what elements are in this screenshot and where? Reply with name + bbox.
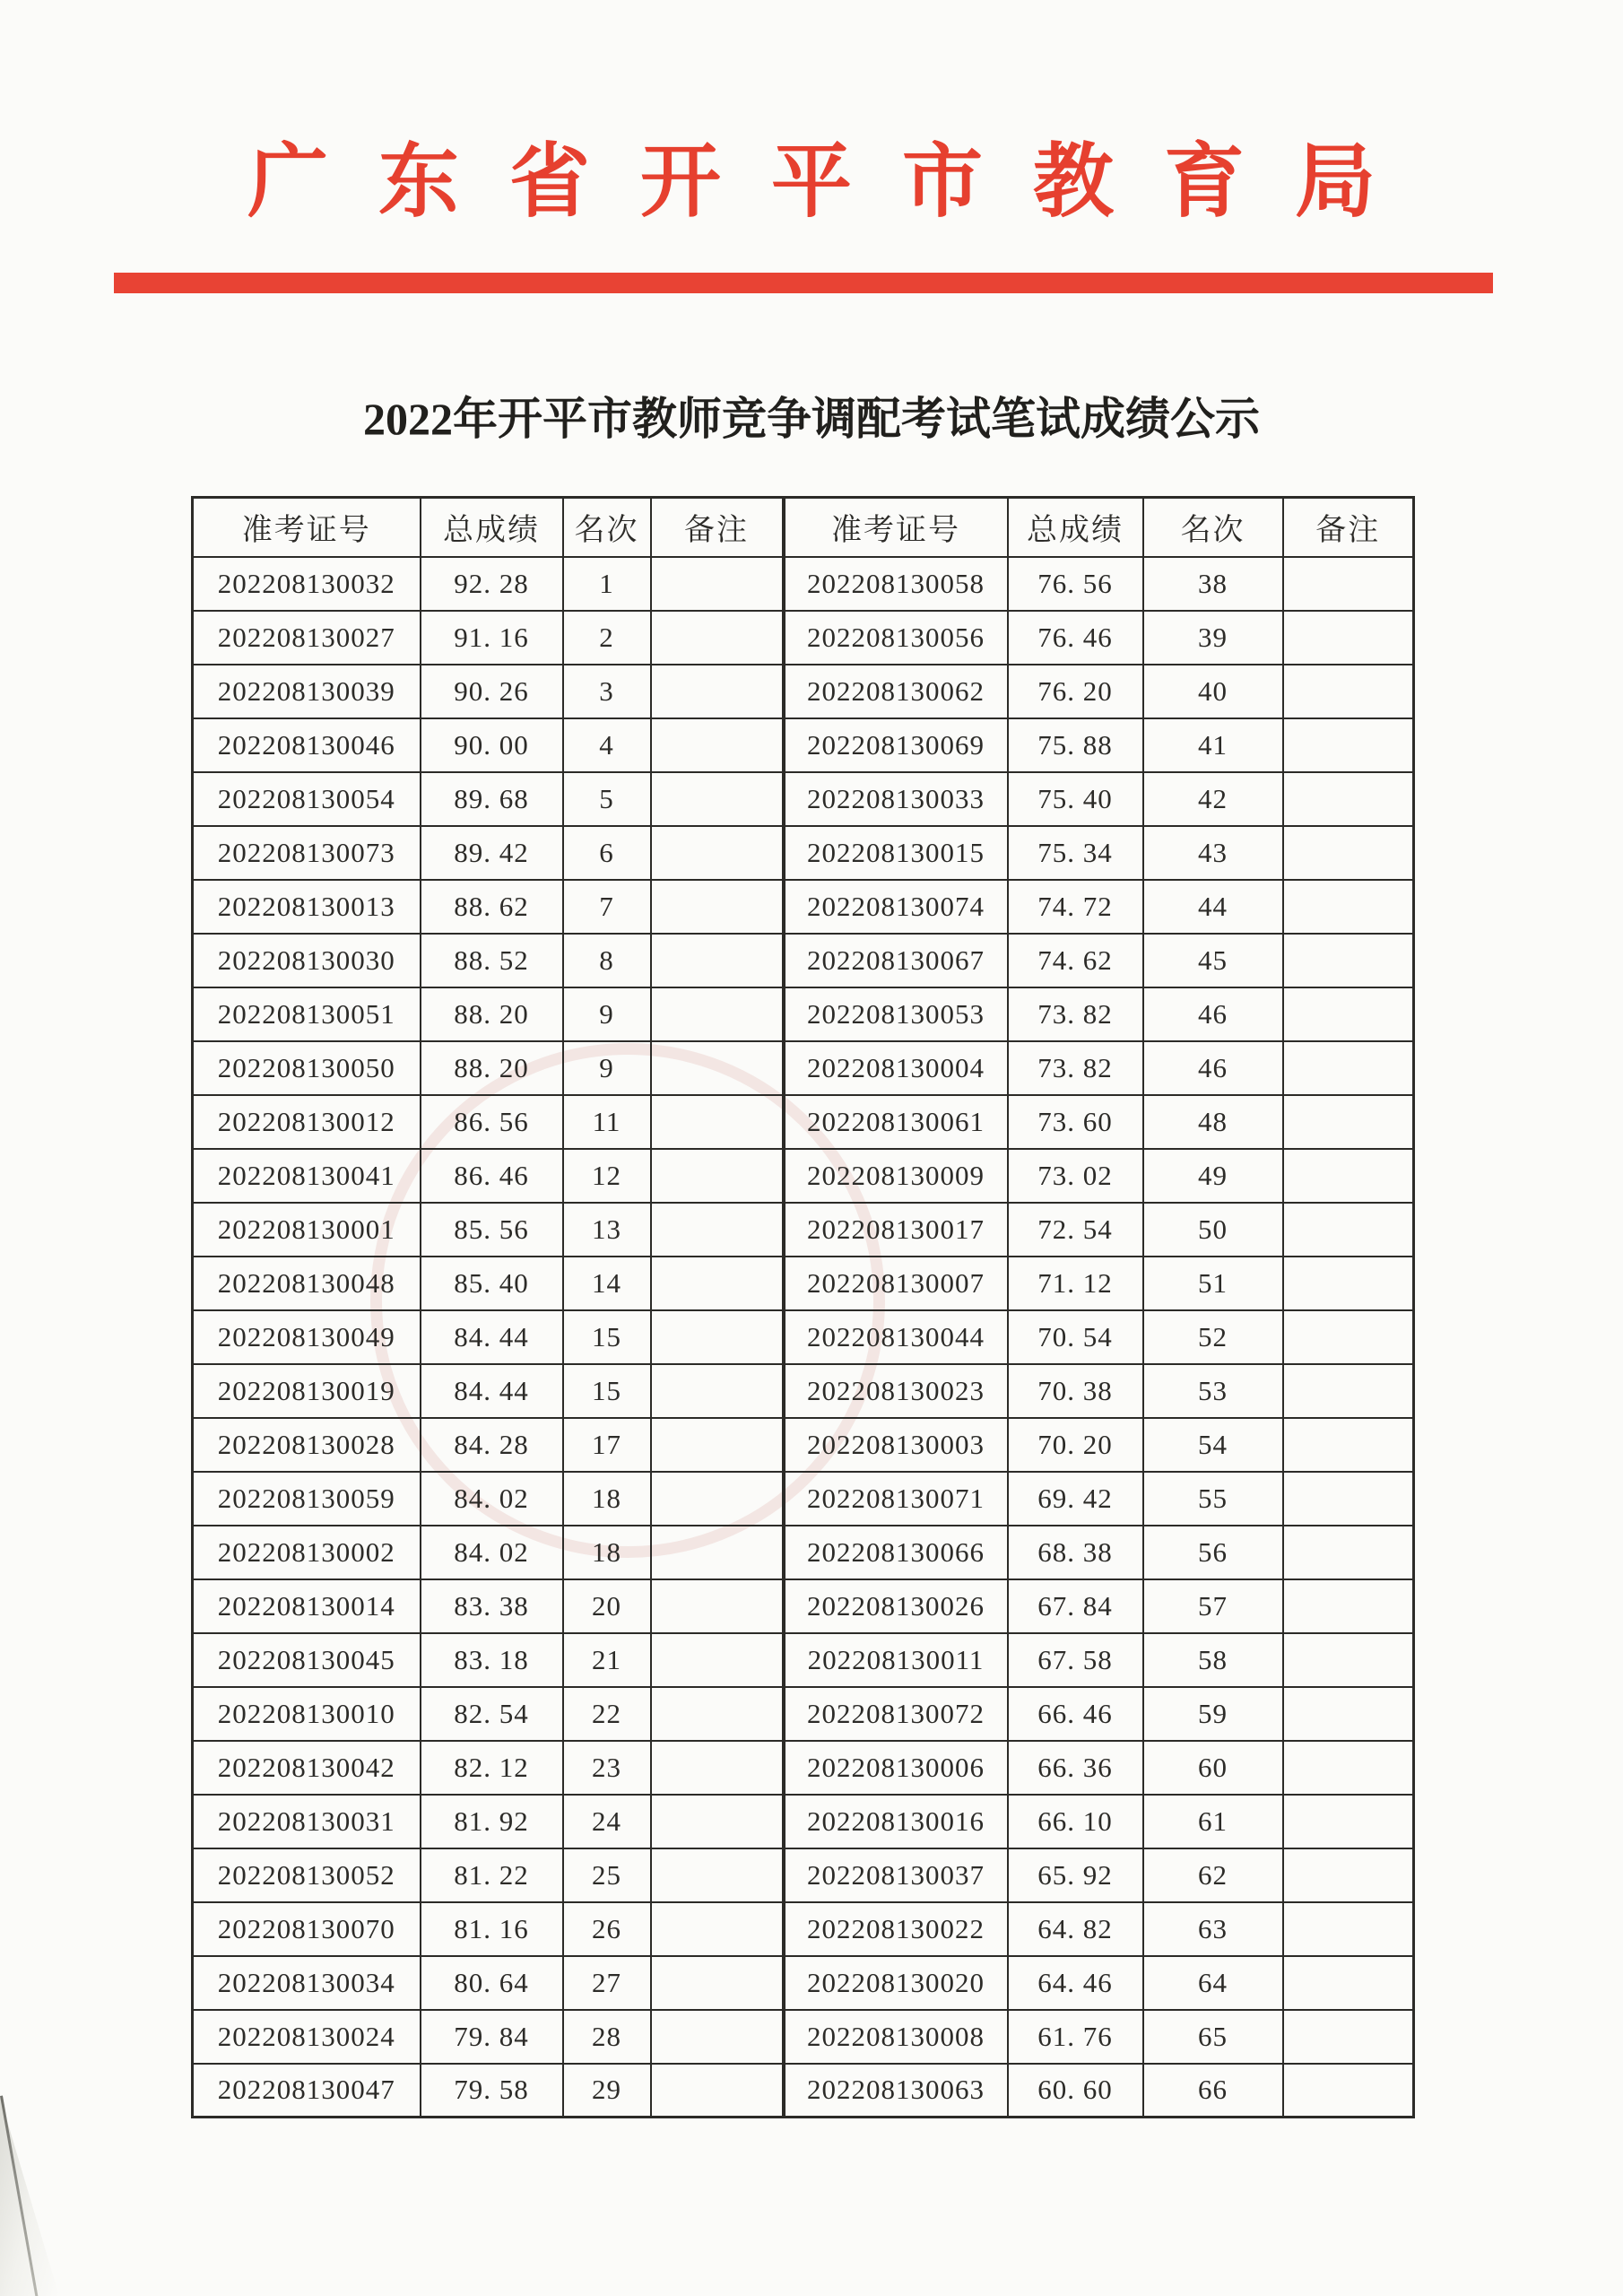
score-cell: 75. 40	[1008, 772, 1143, 826]
remark-cell	[1283, 987, 1414, 1041]
exam-id-cell: 202208130003	[784, 1418, 1008, 1472]
rank-cell: 4	[563, 718, 651, 772]
score-cell: 91. 16	[421, 611, 563, 665]
score-cell: 92. 28	[421, 557, 563, 611]
table-row	[193, 611, 1414, 665]
exam-id-cell: 202208130027	[193, 611, 421, 665]
score-cell: 90. 00	[421, 718, 563, 772]
remark-cell	[651, 934, 784, 987]
rank-cell: 42	[1143, 772, 1283, 826]
remark-cell	[1283, 1095, 1414, 1149]
rank-cell: 25	[563, 1848, 651, 1902]
header-divider-line	[114, 273, 1493, 293]
rank-cell: 62	[1143, 1848, 1283, 1902]
table-row	[193, 1418, 1414, 1472]
remark-cell	[1283, 718, 1414, 772]
rank-cell: 27	[563, 1956, 651, 2010]
score-cell: 73. 82	[1008, 987, 1143, 1041]
exam-id-cell: 202208130026	[784, 1579, 1008, 1633]
table-row	[193, 934, 1414, 987]
score-cell: 84. 02	[421, 1526, 563, 1579]
table-row	[193, 1472, 1414, 1526]
table-row	[193, 1956, 1414, 2010]
score-cell: 79. 58	[421, 2064, 563, 2118]
exam-id-cell: 202208130050	[193, 1041, 421, 1095]
rank-cell: 24	[563, 1795, 651, 1848]
rank-cell: 39	[1143, 611, 1283, 665]
remark-cell	[651, 718, 784, 772]
score-cell: 85. 40	[421, 1257, 563, 1310]
exam-id-cell: 202208130024	[193, 2010, 421, 2064]
remark-cell	[651, 826, 784, 880]
remark-cell	[1283, 772, 1414, 826]
exam-id-cell: 202208130015	[784, 826, 1008, 880]
exam-id-cell: 202208130016	[784, 1795, 1008, 1848]
remark-cell	[651, 1095, 784, 1149]
score-cell: 70. 54	[1008, 1310, 1143, 1364]
exam-id-cell: 202208130048	[193, 1257, 421, 1310]
table-row	[193, 665, 1414, 718]
rank-cell: 56	[1143, 1526, 1283, 1579]
col-header-rank: 名次	[563, 498, 651, 557]
rank-cell: 15	[563, 1310, 651, 1364]
remark-cell	[1283, 557, 1414, 611]
rank-cell: 66	[1143, 2064, 1283, 2118]
remark-cell	[651, 1203, 784, 1257]
exam-id-cell: 202208130069	[784, 718, 1008, 772]
remark-cell	[1283, 1203, 1414, 1257]
col-header-exam-id-right: 准考证号	[784, 498, 1008, 557]
remark-cell	[1283, 1633, 1414, 1687]
rank-cell: 6	[563, 826, 651, 880]
col-header-exam-id: 准考证号	[193, 498, 421, 557]
score-cell: 88. 52	[421, 934, 563, 987]
table-row	[193, 1902, 1414, 1956]
table-row	[193, 2010, 1414, 2064]
score-cell: 76. 46	[1008, 611, 1143, 665]
rank-cell: 3	[563, 665, 651, 718]
score-cell: 69. 42	[1008, 1472, 1143, 1526]
score-cell: 88. 20	[421, 1041, 563, 1095]
score-cell: 70. 20	[1008, 1418, 1143, 1472]
rank-cell: 49	[1143, 1149, 1283, 1203]
remark-cell	[651, 1795, 784, 1848]
score-cell: 84. 28	[421, 1418, 563, 1472]
rank-cell: 58	[1143, 1633, 1283, 1687]
table-row	[193, 1848, 1414, 1902]
exam-id-cell: 202208130004	[784, 1041, 1008, 1095]
exam-id-cell: 202208130070	[193, 1902, 421, 1956]
exam-id-cell: 202208130044	[784, 1310, 1008, 1364]
remark-cell	[1283, 1848, 1414, 1902]
rank-cell: 7	[563, 880, 651, 934]
rank-cell: 43	[1143, 826, 1283, 880]
score-cell: 83. 18	[421, 1633, 563, 1687]
remark-cell	[1283, 1472, 1414, 1526]
exam-id-cell: 202208130002	[193, 1526, 421, 1579]
rank-cell: 26	[563, 1902, 651, 1956]
remark-cell	[1283, 880, 1414, 934]
remark-cell	[1283, 1041, 1414, 1095]
remark-cell	[651, 1526, 784, 1579]
table-row	[193, 1041, 1414, 1095]
score-cell: 82. 12	[421, 1741, 563, 1795]
rank-cell: 28	[563, 2010, 651, 2064]
score-cell: 86. 56	[421, 1095, 563, 1149]
rank-cell: 8	[563, 934, 651, 987]
col-header-total-score: 总成绩	[421, 498, 563, 557]
score-cell: 61. 76	[1008, 2010, 1143, 2064]
exam-id-cell: 202208130006	[784, 1741, 1008, 1795]
table-row	[193, 1364, 1414, 1418]
remark-cell	[1283, 1310, 1414, 1364]
exam-id-cell: 202208130012	[193, 1095, 421, 1149]
rank-cell: 9	[563, 1041, 651, 1095]
score-cell: 89. 42	[421, 826, 563, 880]
score-cell: 90. 26	[421, 665, 563, 718]
rank-cell: 50	[1143, 1203, 1283, 1257]
remark-cell	[651, 1149, 784, 1203]
col-header-total-score-right: 总成绩	[1008, 498, 1143, 557]
exam-id-cell: 202208130045	[193, 1633, 421, 1687]
rank-cell: 18	[563, 1526, 651, 1579]
exam-id-cell: 202208130014	[193, 1579, 421, 1633]
table-row	[193, 718, 1414, 772]
table-row	[193, 880, 1414, 934]
rank-cell: 22	[563, 1687, 651, 1741]
remark-cell	[651, 665, 784, 718]
rank-cell: 44	[1143, 880, 1283, 934]
rank-cell: 14	[563, 1257, 651, 1310]
exam-id-cell: 202208130034	[193, 1956, 421, 2010]
rank-cell: 60	[1143, 1741, 1283, 1795]
score-cell: 79. 84	[421, 2010, 563, 2064]
exam-id-cell: 202208130033	[784, 772, 1008, 826]
table-row	[193, 557, 1414, 611]
remark-cell	[1283, 1741, 1414, 1795]
remark-cell	[1283, 934, 1414, 987]
remark-cell	[1283, 826, 1414, 880]
exam-id-cell: 202208130056	[784, 611, 1008, 665]
remark-cell	[651, 1364, 784, 1418]
remark-cell	[1283, 1418, 1414, 1472]
exam-id-cell: 202208130011	[784, 1633, 1008, 1687]
score-cell: 84. 44	[421, 1364, 563, 1418]
table-row	[193, 987, 1414, 1041]
table-row	[193, 1741, 1414, 1795]
remark-cell	[651, 1687, 784, 1741]
score-cell: 83. 38	[421, 1579, 563, 1633]
remark-cell	[651, 1310, 784, 1364]
exam-id-cell: 202208130009	[784, 1149, 1008, 1203]
table-row	[193, 1526, 1414, 1579]
rank-cell: 29	[563, 2064, 651, 2118]
exam-id-cell: 202208130058	[784, 557, 1008, 611]
rank-cell: 59	[1143, 1687, 1283, 1741]
remark-cell	[651, 1418, 784, 1472]
table-row	[193, 826, 1414, 880]
score-cell: 73. 02	[1008, 1149, 1143, 1203]
remark-cell	[651, 1041, 784, 1095]
exam-id-cell: 202208130046	[193, 718, 421, 772]
score-cell: 88. 20	[421, 987, 563, 1041]
rank-cell: 45	[1143, 934, 1283, 987]
remark-cell	[651, 557, 784, 611]
exam-id-cell: 202208130007	[784, 1257, 1008, 1310]
rank-cell: 38	[1143, 557, 1283, 611]
score-cell: 71. 12	[1008, 1257, 1143, 1310]
remark-cell	[651, 1633, 784, 1687]
rank-cell: 17	[563, 1418, 651, 1472]
score-cell: 76. 56	[1008, 557, 1143, 611]
table-row	[193, 1257, 1414, 1310]
score-cell: 70. 38	[1008, 1364, 1143, 1418]
remark-cell	[651, 611, 784, 665]
remark-cell	[651, 1902, 784, 1956]
remark-cell	[651, 772, 784, 826]
remark-cell	[1283, 1149, 1414, 1203]
table-row	[193, 1579, 1414, 1633]
rank-cell: 18	[563, 1472, 651, 1526]
exam-id-cell: 202208130074	[784, 880, 1008, 934]
table-row	[193, 2064, 1414, 2118]
exam-id-cell: 202208130051	[193, 987, 421, 1041]
remark-cell	[651, 1741, 784, 1795]
exam-id-cell: 202208130019	[193, 1364, 421, 1418]
score-cell: 84. 02	[421, 1472, 563, 1526]
score-cell: 66. 36	[1008, 1741, 1143, 1795]
table-header-row	[193, 498, 1414, 557]
remark-cell	[651, 1472, 784, 1526]
remark-cell	[1283, 665, 1414, 718]
score-cell: 64. 82	[1008, 1902, 1143, 1956]
rank-cell: 46	[1143, 1041, 1283, 1095]
col-header-remarks-right: 备注	[1283, 498, 1414, 557]
exam-id-cell: 202208130067	[784, 934, 1008, 987]
exam-id-cell: 202208130061	[784, 1095, 1008, 1149]
remark-cell	[1283, 1795, 1414, 1848]
rank-cell: 13	[563, 1203, 651, 1257]
rank-cell: 65	[1143, 2010, 1283, 2064]
table-row	[193, 1310, 1414, 1364]
col-header-remarks: 备注	[651, 498, 784, 557]
rank-cell: 48	[1143, 1095, 1283, 1149]
score-cell: 75. 34	[1008, 826, 1143, 880]
score-cell: 80. 64	[421, 1956, 563, 2010]
score-cell: 76. 20	[1008, 665, 1143, 718]
page-title: 2022年开平市教师竞争调配考试笔试成绩公示	[363, 394, 1260, 444]
exam-id-cell: 202208130017	[784, 1203, 1008, 1257]
rank-cell: 9	[563, 987, 651, 1041]
score-cell: 74. 72	[1008, 880, 1143, 934]
exam-id-cell: 202208130071	[784, 1472, 1008, 1526]
table-row	[193, 1149, 1414, 1203]
exam-id-cell: 202208130063	[784, 2064, 1008, 2118]
remark-cell	[1283, 1526, 1414, 1579]
rank-cell: 53	[1143, 1364, 1283, 1418]
remark-cell	[651, 1579, 784, 1633]
rank-cell: 52	[1143, 1310, 1283, 1364]
rank-cell: 64	[1143, 1956, 1283, 2010]
score-cell: 60. 60	[1008, 2064, 1143, 2118]
remark-cell	[1283, 2064, 1414, 2118]
score-cell: 84. 44	[421, 1310, 563, 1364]
exam-id-cell: 202208130041	[193, 1149, 421, 1203]
table-row	[193, 1795, 1414, 1848]
remark-cell	[1283, 1687, 1414, 1741]
exam-id-cell: 202208130047	[193, 2064, 421, 2118]
results-table	[191, 496, 1415, 2118]
exam-id-cell: 202208130013	[193, 880, 421, 934]
remark-cell	[651, 2064, 784, 2118]
score-cell: 75. 88	[1008, 718, 1143, 772]
exam-id-cell: 202208130020	[784, 1956, 1008, 2010]
exam-id-cell: 202208130022	[784, 1902, 1008, 1956]
score-cell: 67. 84	[1008, 1579, 1143, 1633]
exam-id-cell: 202208130008	[784, 2010, 1008, 2064]
table-row	[193, 1633, 1414, 1687]
score-cell: 81. 92	[421, 1795, 563, 1848]
exam-id-cell: 202208130049	[193, 1310, 421, 1364]
remark-cell	[1283, 1364, 1414, 1418]
col-header-rank-right: 名次	[1143, 498, 1283, 557]
remark-cell	[1283, 1902, 1414, 1956]
score-cell: 73. 60	[1008, 1095, 1143, 1149]
remark-cell	[1283, 611, 1414, 665]
rank-cell: 55	[1143, 1472, 1283, 1526]
rank-cell: 11	[563, 1095, 651, 1149]
score-cell: 85. 56	[421, 1203, 563, 1257]
rank-cell: 61	[1143, 1795, 1283, 1848]
score-cell: 74. 62	[1008, 934, 1143, 987]
rank-cell: 2	[563, 611, 651, 665]
rank-cell: 1	[563, 557, 651, 611]
remark-cell	[1283, 1257, 1414, 1310]
remark-cell	[651, 1956, 784, 2010]
exam-id-cell: 202208130032	[193, 557, 421, 611]
remark-cell	[1283, 2010, 1414, 2064]
score-cell: 68. 38	[1008, 1526, 1143, 1579]
rank-cell: 12	[563, 1149, 651, 1203]
exam-id-cell: 202208130062	[784, 665, 1008, 718]
rank-cell: 51	[1143, 1257, 1283, 1310]
rank-cell: 21	[563, 1633, 651, 1687]
rank-cell: 41	[1143, 718, 1283, 772]
score-cell: 67. 58	[1008, 1633, 1143, 1687]
rank-cell: 23	[563, 1741, 651, 1795]
exam-id-cell: 202208130042	[193, 1741, 421, 1795]
score-cell: 82. 54	[421, 1687, 563, 1741]
remark-cell	[1283, 1579, 1414, 1633]
table-row	[193, 1687, 1414, 1741]
exam-id-cell: 202208130039	[193, 665, 421, 718]
exam-id-cell: 202208130037	[784, 1848, 1008, 1902]
table-row	[193, 1203, 1414, 1257]
table-row	[193, 772, 1414, 826]
rank-cell: 15	[563, 1364, 651, 1418]
remark-cell	[651, 1257, 784, 1310]
score-cell: 65. 92	[1008, 1848, 1143, 1902]
rank-cell: 40	[1143, 665, 1283, 718]
score-cell: 81. 22	[421, 1848, 563, 1902]
exam-id-cell: 202208130073	[193, 826, 421, 880]
rank-cell: 5	[563, 772, 651, 826]
score-cell: 66. 10	[1008, 1795, 1143, 1848]
score-cell: 72. 54	[1008, 1203, 1143, 1257]
score-cell: 89. 68	[421, 772, 563, 826]
score-cell: 73. 82	[1008, 1041, 1143, 1095]
remark-cell	[651, 1848, 784, 1902]
score-cell: 88. 62	[421, 880, 563, 934]
exam-id-cell: 202208130023	[784, 1364, 1008, 1418]
table-row	[193, 1095, 1414, 1149]
exam-id-cell: 202208130001	[193, 1203, 421, 1257]
score-cell: 81. 16	[421, 1902, 563, 1956]
remark-cell	[651, 880, 784, 934]
rank-cell: 57	[1143, 1579, 1283, 1633]
score-cell: 66. 46	[1008, 1687, 1143, 1741]
rank-cell: 54	[1143, 1418, 1283, 1472]
exam-id-cell: 202208130031	[193, 1795, 421, 1848]
exam-id-cell: 202208130066	[784, 1526, 1008, 1579]
exam-id-cell: 202208130028	[193, 1418, 421, 1472]
exam-id-cell: 202208130059	[193, 1472, 421, 1526]
score-cell: 64. 46	[1008, 1956, 1143, 2010]
score-cell: 86. 46	[421, 1149, 563, 1203]
rank-cell: 20	[563, 1579, 651, 1633]
remark-cell	[651, 2010, 784, 2064]
exam-id-cell: 202208130054	[193, 772, 421, 826]
exam-id-cell: 202208130030	[193, 934, 421, 987]
exam-id-cell: 202208130010	[193, 1687, 421, 1741]
exam-id-cell: 202208130072	[784, 1687, 1008, 1741]
exam-id-cell: 202208130052	[193, 1848, 421, 1902]
org-header: 广东省开平市教育局	[247, 138, 1426, 227]
remark-cell	[651, 987, 784, 1041]
rank-cell: 46	[1143, 987, 1283, 1041]
rank-cell: 63	[1143, 1902, 1283, 1956]
exam-id-cell: 202208130053	[784, 987, 1008, 1041]
remark-cell	[1283, 1956, 1414, 2010]
